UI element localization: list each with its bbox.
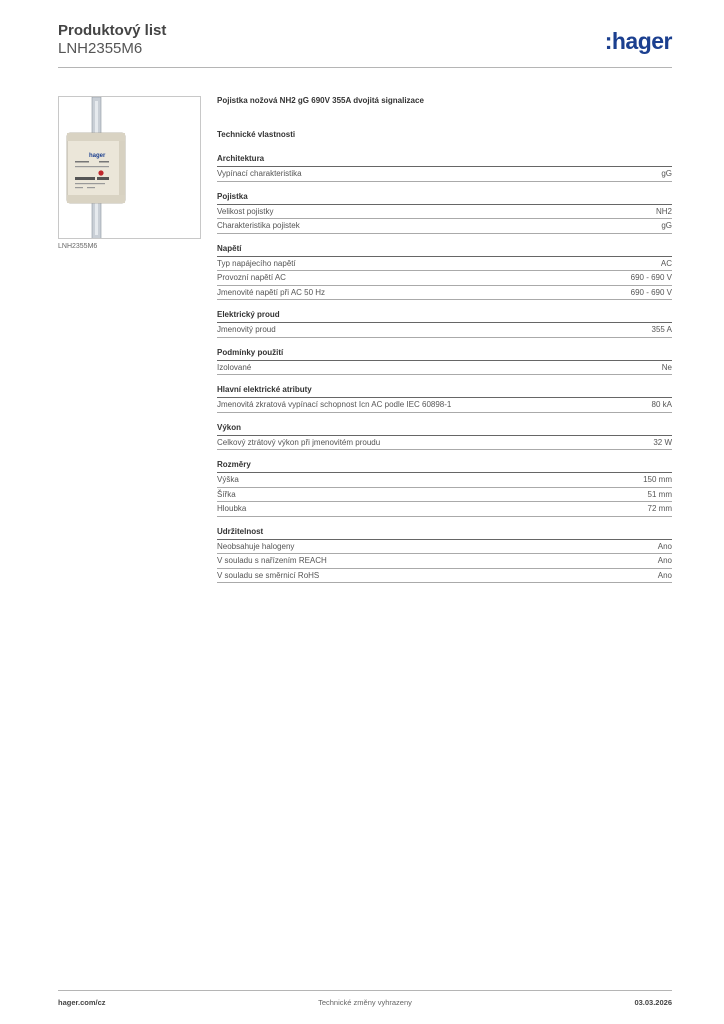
property-section: [217, 153, 672, 182]
property-label: Jmenovitá zkratová vypínací schopnost Icn AC podle IEC 60898-1: [217, 400, 452, 410]
product-code: LNH2355M6: [58, 40, 143, 57]
property-value: 150 mm: [643, 475, 672, 485]
property-row: [217, 398, 672, 413]
property-section: [217, 384, 672, 413]
page-title: Produktový list: [58, 22, 167, 39]
property-value: Ano: [657, 541, 672, 551]
property-label: Provozní napětí AC: [217, 273, 286, 283]
section-title: Architektura: [217, 153, 672, 167]
property-label: Neobsahuje halogeny: [217, 541, 295, 551]
property-sections: [217, 153, 672, 583]
property-row: [217, 205, 672, 220]
property-value: gG: [661, 221, 672, 231]
property-label: Izolované: [217, 362, 252, 372]
property-label: Typ napájecího napětí: [217, 258, 296, 268]
property-label: Vypínací charakteristika: [217, 169, 302, 179]
property-row: [217, 569, 672, 584]
footer-date: 03.03.2026: [634, 998, 672, 1007]
property-row: [217, 540, 672, 555]
property-row: [217, 167, 672, 182]
property-label: Hloubka: [217, 504, 247, 514]
property-row: [217, 436, 672, 451]
property-value: 355 A: [651, 325, 672, 335]
property-section: [217, 422, 672, 451]
section-title: Pojistka: [217, 191, 672, 205]
header-divider: [58, 67, 672, 68]
property-row: [217, 271, 672, 286]
property-section: [217, 459, 672, 517]
product-image: [58, 96, 201, 239]
property-section: [217, 191, 672, 234]
property-row: [217, 473, 672, 488]
property-row: [217, 488, 672, 503]
section-title: Elektrický proud: [217, 309, 672, 323]
footer-website: hager.com/cz: [58, 998, 106, 1007]
property-label: Charakteristika pojistek: [217, 221, 300, 231]
property-row: [217, 286, 672, 301]
section-title: Rozměry: [217, 459, 672, 473]
property-label: Jmenovitý proud: [217, 325, 276, 335]
property-label: Výška: [217, 475, 239, 485]
property-section: [217, 347, 672, 376]
property-value: 72 mm: [647, 504, 672, 514]
property-value: 32 W: [653, 437, 672, 447]
property-section: [217, 526, 672, 584]
section-title: Hlavní elektrické atributy: [217, 384, 672, 398]
property-value: NH2: [655, 206, 672, 216]
fuse-picture: [59, 97, 201, 239]
property-label: Šířka: [217, 489, 236, 499]
property-label: Jmenovité napětí při AC 50 Hz: [217, 287, 326, 297]
property-row: [217, 502, 672, 517]
property-row: [217, 257, 672, 272]
property-value: 690 - 690 V: [630, 273, 672, 283]
property-row: [217, 219, 672, 234]
property-value: 51 mm: [647, 489, 672, 499]
property-section: [217, 309, 672, 338]
property-value: Ano: [657, 556, 672, 566]
footer-divider: [58, 990, 672, 991]
property-row: [217, 323, 672, 338]
property-section: [217, 243, 672, 301]
product-description: Pojistka nožová NH2 gG 690V 355A dvojitá signalizace: [217, 96, 424, 105]
property-value: 690 - 690 V: [630, 287, 672, 297]
section-title: Udržitelnost: [217, 526, 672, 540]
section-title: Výkon: [217, 422, 672, 436]
property-label: Velikost pojistky: [217, 206, 274, 216]
property-value: Ne: [661, 362, 672, 372]
property-label: V souladu se směrnicí RoHS: [217, 570, 320, 580]
section-title: Podmínky použití: [217, 347, 672, 361]
property-value: Ano: [657, 570, 672, 580]
property-value: gG: [661, 169, 672, 179]
svg-text:hager: hager: [89, 153, 106, 159]
property-row: [217, 361, 672, 376]
property-value: 80 kA: [651, 400, 672, 410]
property-value: AC: [660, 258, 672, 268]
image-caption: LNH2355M6: [58, 243, 98, 250]
property-label: V souladu s nařízením REACH: [217, 556, 327, 566]
technical-properties-heading: Technické vlastnosti: [217, 130, 296, 139]
hager-logo: :hager: [604, 28, 672, 54]
footer-note: Technické změny vyhrazeny: [318, 998, 412, 1007]
page-header: [58, 22, 672, 70]
product-details: [217, 96, 672, 583]
property-label: Celkový ztrátový výkon při jmenovitém proudu: [217, 437, 381, 447]
property-row: [217, 554, 672, 569]
section-title: Napětí: [217, 243, 672, 257]
